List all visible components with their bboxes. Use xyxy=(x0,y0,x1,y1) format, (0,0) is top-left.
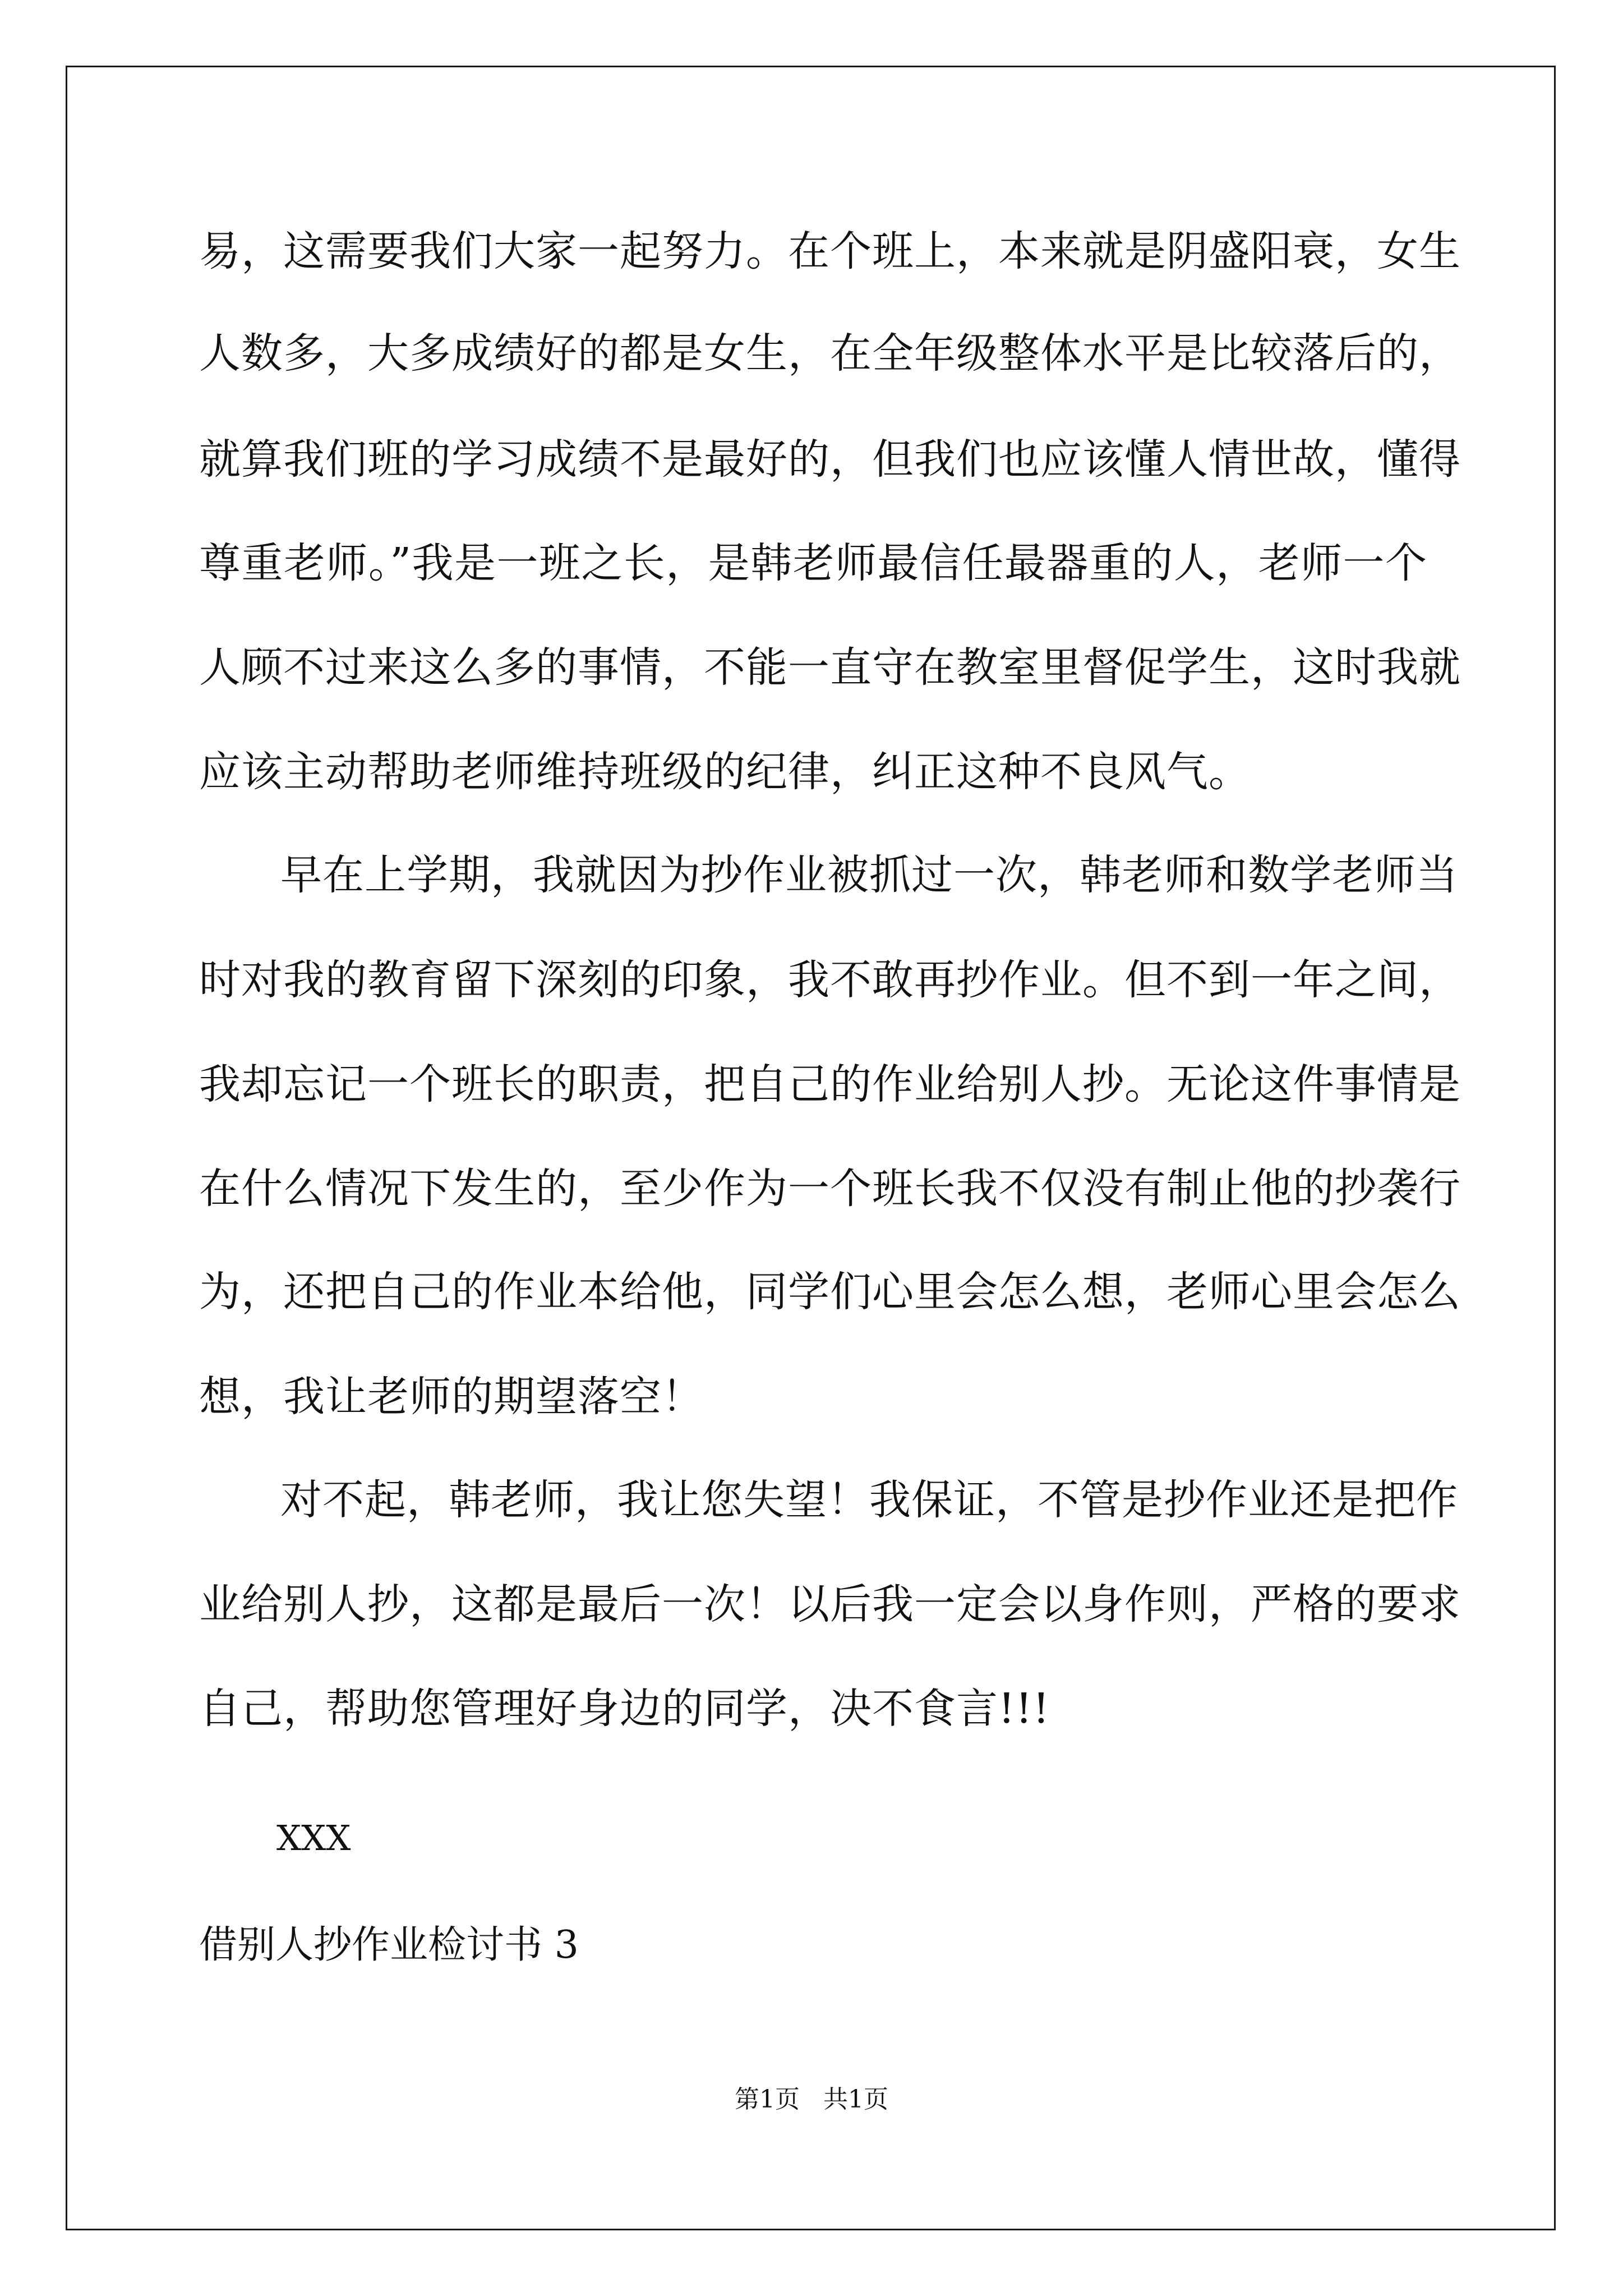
paragraph-line-14: 业给别人抄，这都是最后一次！以后我一定会以身作则，严格的要求 xyxy=(199,1580,1461,1628)
page-border xyxy=(66,66,1556,2230)
page-footer: 第1页 共1页 xyxy=(735,2085,888,2114)
paragraph-line-4: 尊重老师。”我是一班之长，是韩老师最信任最器重的人，老师一个 xyxy=(199,539,1427,587)
paragraph-line-6: 应该主动帮助老师维持班级的纪律，纠正这种不良风气。 xyxy=(199,748,1251,796)
paragraph-line-2: 人数多，大多成绩好的都是女生，在全年级整体水平是比较落后的， xyxy=(199,329,1461,378)
next-section-title: 借别人抄作业检讨书 3 xyxy=(199,1923,579,1967)
signature: XXX xyxy=(276,1818,351,1858)
paragraph-line-9: 我却忘记一个班长的职责，把自己的作业给别人抄。无论这件事情是 xyxy=(199,1060,1461,1108)
paragraph-line-10: 在什么情况下发生的，至少作为一个班长我不仅没有制止他的抄袭行 xyxy=(199,1165,1461,1213)
paragraph-line-1: 易，这需要我们大家一起努力。在个班上，本来就是阴盛阳衰，女生 xyxy=(199,227,1461,275)
paragraph-line-12: 想，我让老师的期望落空！ xyxy=(199,1373,704,1421)
paragraph-line-13: 对不起，韩老师，我让您失望！我保证，不管是抄作业还是把作 xyxy=(280,1476,1458,1524)
paragraph-line-11: 为，还把自己的作业本给他，同学们心里会怎么想，老师心里会怎么 xyxy=(199,1268,1461,1316)
paragraph-line-3: 就算我们班的学习成绩不是最好的，但我们也应该懂人情世故，懂得 xyxy=(199,435,1461,484)
paragraph-line-8: 时对我的教育留下深刻的印象，我不敢再抄作业。但不到一年之间， xyxy=(199,956,1461,1004)
paragraph-line-5: 人顾不过来这么多的事情，不能一直守在教室里督促学生，这时我就 xyxy=(199,643,1461,692)
paragraph-line-15: 自己，帮助您管理好身边的同学，决不食言!!! xyxy=(199,1685,1050,1733)
paragraph-line-7: 早在上学期，我就因为抄作业被抓过一次，韩老师和数学老师当 xyxy=(280,851,1458,899)
